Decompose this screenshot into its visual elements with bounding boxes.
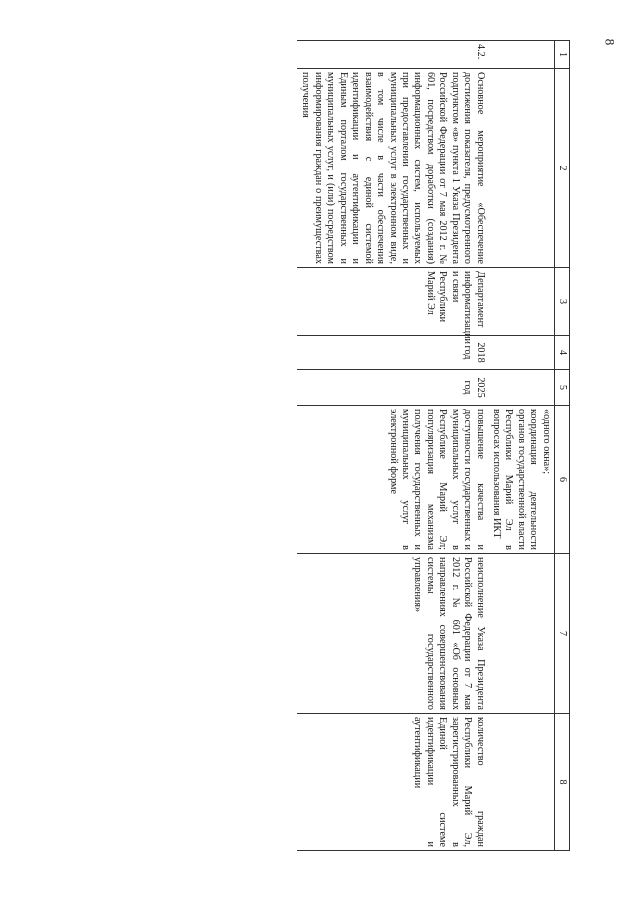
- table-row: [297, 41, 488, 851]
- page-number: 8: [602, 38, 618, 46]
- measure-name-cell: Основное мероприятие «Обеспечение достижения показателя, предусмотренного подпунктом «в» пункта 1 Указа Президента Российской Федерации от 7 мая 2012 г. № 601, посредством доработки (создания) информационных систем, используемых при предоставлении государственных и муниципальных услуг в электронном виде, в том числе в части обеспечения взаимодействия с единой системой идентификации и аутентификации и Единым порталом государственных и муниципальных услуг, и (или) посредством информирования граждан о преимуществах получения: [297, 69, 488, 268]
- program-table: [297, 40, 570, 851]
- column-number: 7: [554, 554, 569, 714]
- column-number: 1: [554, 41, 569, 69]
- column-number: 3: [554, 268, 569, 336]
- continuation-row: [488, 41, 555, 851]
- column-number: 6: [554, 406, 569, 554]
- column-number-row: [554, 41, 569, 851]
- column-number: 4: [554, 336, 569, 370]
- continuation-result-cell: «одного окна»; координация деятельности органов государственной власти Республики Марий Эл в вопросах использования ИКТ: [488, 406, 555, 554]
- program-table-sheet: [50, 40, 570, 850]
- end-year-cell: 2025 год: [297, 370, 488, 406]
- expected-result-cell: повышение качества и доступности государственных и муниципальных услуг в Республике Марий Эл; популяризация механизма получения государственных и муниципальных услуг в электронной форме: [297, 406, 488, 554]
- column-number: 2: [554, 69, 569, 268]
- column-number: 8: [554, 714, 569, 851]
- row-number: 4.2.: [297, 41, 488, 69]
- consequences-cell: неисполнение Указа Президента Российской Федерации от 7 мая 2012 г. № 601 «Об основных направлениях совершенствования системы государственного управления»: [297, 554, 488, 714]
- column-number: 5: [554, 370, 569, 406]
- start-year-cell: 2018 год: [297, 336, 488, 370]
- indicator-cell: количество граждан Республики Марий Эл, зарегистрированных в Единой системе идентификации и аутентификации: [297, 714, 488, 851]
- executor-cell: Департамент информатизации и связи Республики Марий Эл: [297, 268, 488, 336]
